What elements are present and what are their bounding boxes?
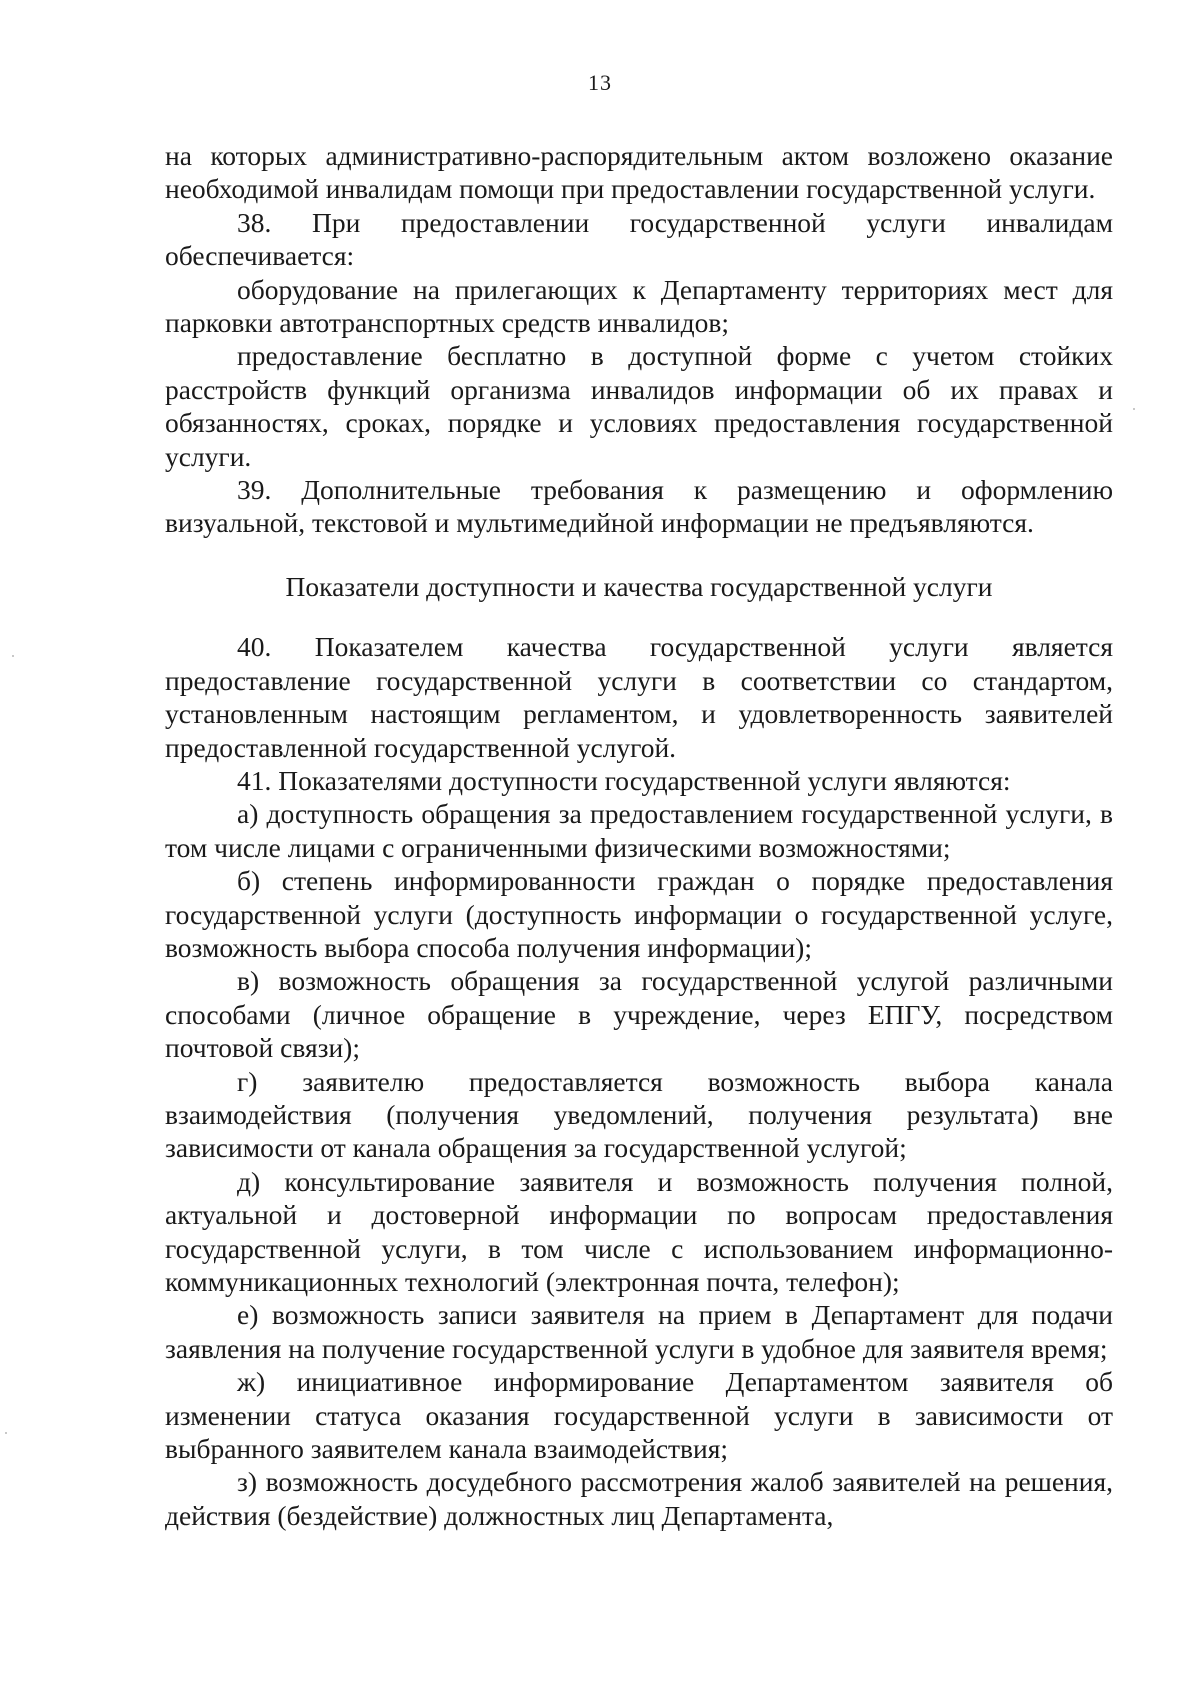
document-body bbox=[165, 139, 1113, 1532]
paragraph-38: 38. При предоставлении государственной услуги инвалидам обеспечивается: bbox=[165, 206, 1113, 272]
list-item-zh: ж) инициативное информирование Департаментом заявителя об изменении статуса оказания государственной услуги в зависимости от выбранного заявителем канала взаимодействия; bbox=[165, 1366, 1113, 1465]
list-item-z: з) возможность досудебного рассмотрения жалоб заявителей на решения, действия (бездействие) должностных лиц Департамента, bbox=[165, 1466, 1113, 1531]
scan-speck bbox=[5, 1432, 7, 1434]
list-item-b: б) степень информированности граждан о порядке предоставления государственной услуги (доступность информации о государственной услуге, возможность выбора способа получения информации); bbox=[165, 865, 1113, 963]
paragraph-40: 40. Показателем качества государственной услуги является предоставление государственной услуги в соответствии со стандартом, установленным настоящим регламентом, и удовлетворенность заявителей предоставленной государственной услугой. bbox=[165, 631, 1113, 763]
list-item-d: д) консультирование заявителя и возможность получения полной, актуальной и достоверной информации по вопросам предоставления государственной услуги, в том числе с использованием информационно-коммуникационных технологий (электронная почта, телефон); bbox=[165, 1165, 1113, 1297]
paragraph-parking: оборудование на прилегающих к Департаменту территориях мест для парковки автотранспортных средств инвалидов; bbox=[165, 273, 1113, 339]
section-heading: Показатели доступности и качества государственной услуги bbox=[285, 570, 993, 602]
page-number: 13 bbox=[588, 70, 612, 95]
paragraph-continuation: на которых административно-распорядительным актом возложено оказание необходимой инвалидам помощи при предоставлении государственной услуги. bbox=[165, 140, 1113, 205]
paragraph-41: 41. Показателями доступности государственной услуги являются: bbox=[237, 764, 1011, 796]
paragraph-information: предоставление бесплатно в доступной форме с учетом стойких расстройств функций организма инвалидов информации об их правах и обязанностях, сроках, порядке и условиях предоставления государственной услуги. bbox=[165, 340, 1113, 472]
scan-speck bbox=[12, 655, 14, 657]
list-item-v: в) возможность обращения за государственной услугой различными способами (личное обращение в учреждение, через ЕПГУ, посредством почтовой связи); bbox=[165, 965, 1113, 1064]
scan-speck bbox=[1133, 408, 1135, 410]
list-item-a: а) доступность обращения за предоставлением государственной услуги, в том числе лицами с ограниченными физическими возможностями; bbox=[165, 798, 1113, 863]
list-item-g: г) заявителю предоставляется возможность выбора канала взаимодействия (получения уведомлений, получения результата) вне зависимости от канала обращения за государственной услугой; bbox=[165, 1065, 1113, 1164]
paragraph-39: 39. Дополнительные требования к размещению и оформлению визуальной, текстовой и мультимедийной информации не предъявляются. bbox=[165, 474, 1113, 539]
list-item-e: е) возможность записи заявителя на прием в Департамент для подачи заявления на получение государственной услуги в удобное для заявителя время; bbox=[165, 1299, 1113, 1364]
